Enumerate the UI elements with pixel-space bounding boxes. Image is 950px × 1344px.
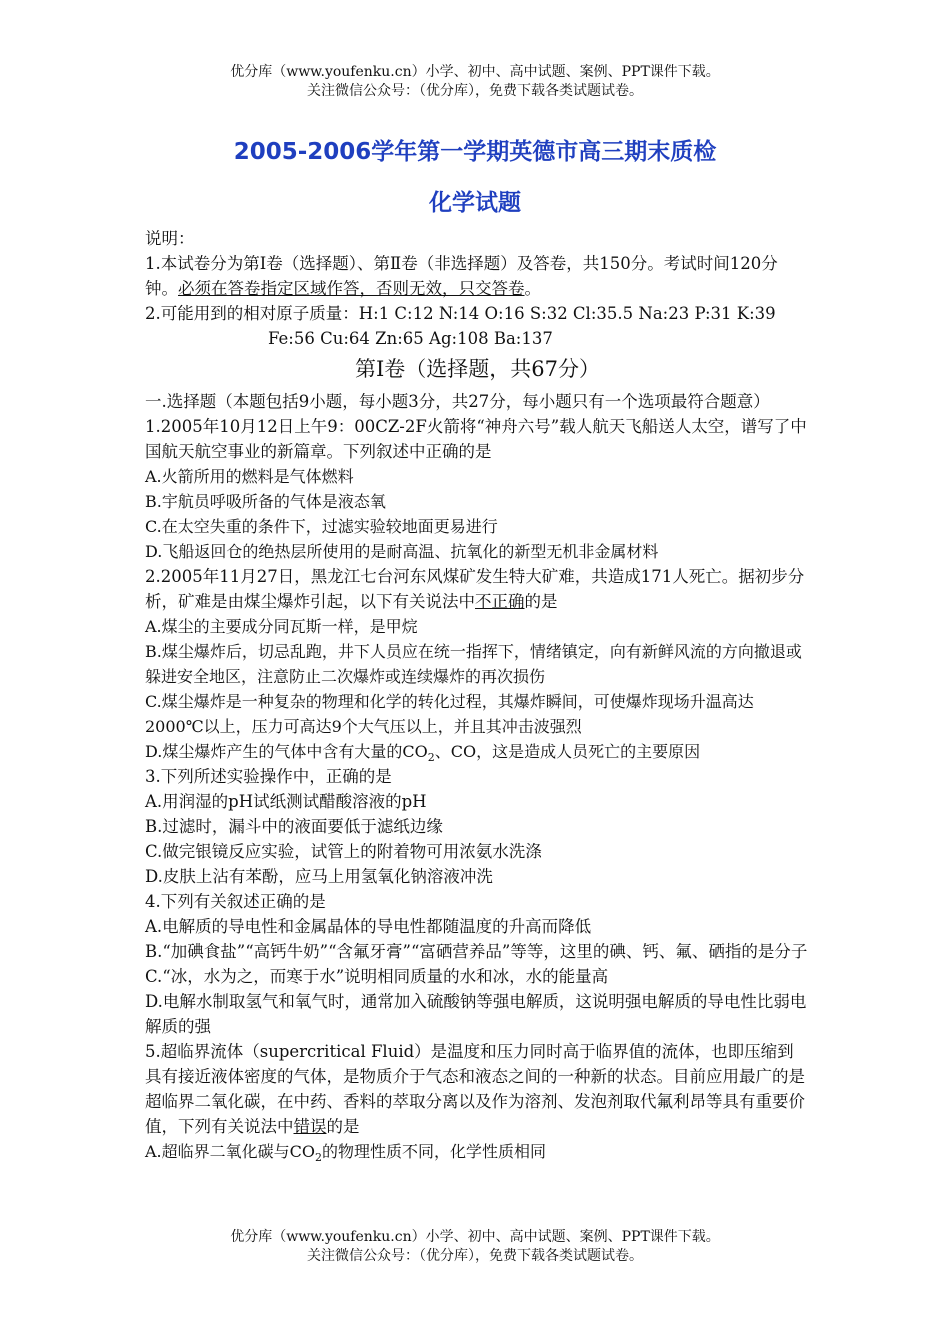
question-2-option-a: A.煤尘的主要成分同瓦斯一样，是甲烷: [145, 617, 418, 636]
exam-title: 2005-2006学年第一学期英德市高三期末质检: [233, 139, 717, 165]
subscript: 2: [427, 751, 435, 765]
question-1-option-c: C.在太空失重的条件下，过滤实验较地面更易进行: [145, 517, 498, 536]
exam-subtitle: 化学试题: [429, 190, 521, 216]
instruction-item-1: [145, 251, 810, 301]
question-5-stem: [145, 1039, 810, 1139]
question-3-option-d: D.皮肤上沾有苯酚，应马上用氢氧化钠溶液冲洗: [145, 867, 493, 886]
question-1-option-a: A.火箭所用的燃料是气体燃料: [145, 467, 354, 486]
question-2-option-b: B.煤尘爆炸后，切忌乱跑，井下人员应在统一指挥下，情绪镇定，向有新鲜风流的方向撤退或躲进安全地区，注意防止二次爆炸或连续爆炸的再次损伤: [145, 642, 802, 686]
instruction-item-2: 2.可能用到的相对原子质量：H:1 C:12 N:14 O:16 S:32 Cl:35.5 Na:23 P:31 K:39: [145, 304, 776, 323]
footer-line-1: 优分库（www.youfenku.cn）小学、初中、高中试题、案例、PPT课件下载。: [230, 1229, 720, 1245]
question-4-option-b: B.“加碘食盐”“高钙牛奶”“含氟牙膏”“富硒营养品”等等，这里的碘、钙、氟、硒指的是分子: [145, 942, 808, 961]
question-2-stem-end: 的是: [524, 592, 558, 611]
question-5-emphasis: 错误: [293, 1117, 327, 1136]
instruction-1-text: 1.本试卷分为第Ⅰ卷（选择题）、第Ⅱ卷（非选择题）及答卷，共150分。考试时间120分钟。: [145, 254, 778, 298]
subscript: 2: [315, 1151, 323, 1165]
page-header: [0, 63, 950, 101]
question-4-option-c: C.“冰，水为之，而寒于水”说明相同质量的水和冰，水的能量高: [145, 967, 609, 986]
page-footer: [0, 1228, 950, 1266]
instruction-1-emphasis: 必须在答卷指定区域作答，否则无效，只交答卷: [178, 279, 525, 298]
question-2-stem-text: 2.2005年11月27日，黑龙江七台河东风煤矿发生特大矿难，共造成171人死亡。据初步分析，矿难是由煤尘爆炸引起，以下有关说法中: [145, 567, 805, 611]
question-3-option-c: C.做完银镜反应实验，试管上的附着物可用浓氨水洗涤: [145, 842, 542, 861]
instruction-1-end: 。: [524, 279, 541, 298]
question-4-stem: 4.下列有关叙述正确的是: [145, 892, 326, 911]
question-2-option-d-end: 、CO，这是造成人员死亡的主要原因: [434, 742, 701, 761]
question-3-option-a: A.用润湿的pH试纸测试醋酸溶液的pH: [145, 792, 427, 811]
question-1-option-b: B.宇航员呼吸所备的气体是液态氧: [145, 492, 386, 511]
instruction-item-2-continued: Fe:56 Cu:64 Zn:65 Ag:108 Ba:137: [268, 329, 553, 348]
header-line-2: 关注微信公众号：（优分库），免费下载各类试题试卷。: [307, 83, 643, 99]
footer-line-2: 关注微信公众号：（优分库），免费下载各类试题试卷。: [307, 1248, 643, 1264]
instructions-heading: 说明：: [145, 229, 195, 248]
question-3-option-b: B.过滤时，漏斗中的液面要低于滤纸边缘: [145, 817, 443, 836]
question-2-stem: [145, 564, 810, 614]
header-line-1: 优分库（www.youfenku.cn）小学、初中、高中试题、案例、PPT课件下载。: [230, 64, 720, 80]
question-5-stem-end: 的是: [326, 1117, 360, 1136]
question-2-emphasis: 不正确: [475, 592, 525, 611]
part-intro: 一.选择题（本题包括9小题，每小题3分，共27分，每小题只有一个选项最符合题意）: [145, 392, 770, 411]
question-5-option-a-text: A.超临界二氧化碳与CO: [145, 1142, 316, 1161]
document-body: [145, 226, 810, 1164]
question-1-stem: 1.2005年10月12日上午9：00CZ-2F火箭将“神舟六号”载人航天飞船送人太空，谱写了中国航天航空事业的新篇章。下列叙述中正确的是: [145, 417, 807, 461]
question-2-option-d-text: D.煤尘爆炸产生的气体中含有大量的CO: [145, 742, 428, 761]
question-5-stem-text: 5.超临界流体（supercritical Fluid）是温度和压力同时高于临界值的流体，也即压缩到具有接近液体密度的气体，是物质介于气态和液态之间的一种新的状态。目前应用最广的是超临界二氧化碳，在中药、香料的萃取分离以及作为溶剂、发泡剂取代氟利昂等具有重要价值，下列有关说法中: [145, 1042, 805, 1136]
section-title: 第Ⅰ卷（选择题，共67分）: [354, 357, 601, 381]
question-4-option-a: A.电解质的导电性和金属晶体的导电性都随温度的升高而降低: [145, 917, 592, 936]
question-4-option-d: D.电解水制取氢气和氧气时，通常加入硫酸钠等强电解质，这说明强电解质的导电性比弱电解质的强: [145, 992, 807, 1036]
question-2-option-c: C.煤尘爆炸是一种复杂的物理和化学的转化过程，其爆炸瞬间，可使爆炸现场升温高达2000℃以上，压力可高达9个大气压以上，并且其冲击波强烈: [145, 692, 754, 736]
question-3-stem: 3.下列所述实验操作中，正确的是: [145, 767, 392, 786]
question-5-option-a: [145, 1139, 810, 1164]
question-5-option-a-end: 的物理性质不同，化学性质相同: [322, 1142, 547, 1161]
question-1-option-d: D.飞船返回仓的绝热层所使用的是耐高温、抗氧化的新型无机非金属材料: [145, 542, 659, 561]
question-2-option-d: [145, 739, 810, 764]
